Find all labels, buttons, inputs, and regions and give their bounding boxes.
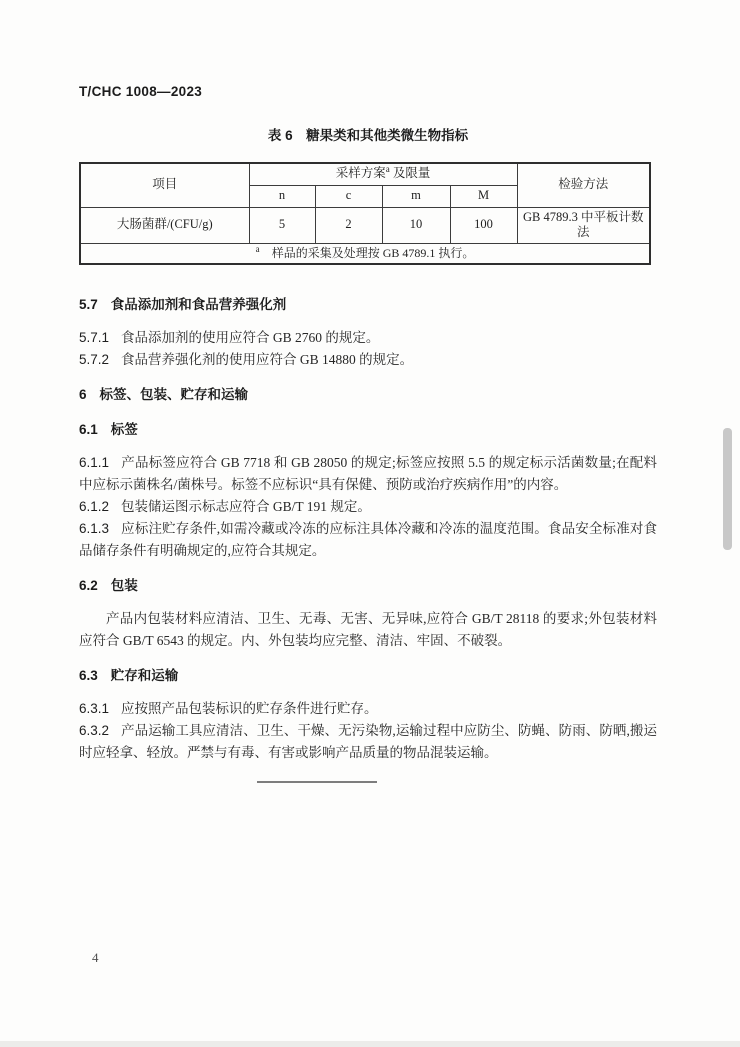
cell-m: 10 <box>382 207 450 243</box>
sampling-label-suffix: 及限量 <box>389 166 431 181</box>
clause-number: 6.1.3 <box>79 520 110 536</box>
doc-code: T/CHC 1008—2023 <box>79 84 203 99</box>
document-body <box>79 294 657 783</box>
clause-6-2-body: 产品内包装材料应清洁、卫生、无毒、无害、无异味,应符合 GB/T 28118 的要求;外包装材料应符合 GB/T 6543 的规定。内、外包装均应完整、清洁、牢固、不破裂。 <box>79 610 657 648</box>
clause-6-1-2 <box>79 496 657 518</box>
clause-6-1-1 <box>79 452 657 496</box>
cell-n: 5 <box>249 207 315 243</box>
clause-6-3-1 <box>79 698 657 720</box>
microbial-limits-table <box>79 162 651 265</box>
clause-number: 5.7.1 <box>79 329 110 345</box>
col-header-sampling <box>249 163 517 185</box>
clause-number: 5.7.2 <box>79 351 110 367</box>
heading-title: 贮存和运输 <box>110 667 179 683</box>
heading-title: 标签 <box>110 421 138 437</box>
col-header-item: 项目 <box>80 163 249 207</box>
heading-number: 6.2 <box>79 577 98 593</box>
heading-title: 标签、包装、贮存和运输 <box>99 386 249 402</box>
subcol-m: m <box>382 185 450 207</box>
heading-6-1 <box>79 419 657 441</box>
clause-number: 6.3.1 <box>79 700 110 716</box>
clause-5-7-1 <box>79 327 657 349</box>
cell-item: 大肠菌群/(CFU/g) <box>80 207 249 243</box>
cell-method: GB 4789.3 中平板计数法 <box>517 207 650 243</box>
clause-text: 产品标签应符合 GB 7718 和 GB 28050 的规定;标签应按照 5.5 的规定标示活菌数量;在配料中应标示菌株名/菌株号。标签不应标识“具有保健、预防或治疗疾病作用”的内容。 <box>79 454 657 492</box>
clause-number: 6.3.2 <box>79 722 110 738</box>
col-header-method: 检验方法 <box>517 163 650 207</box>
subcol-n: n <box>249 185 315 207</box>
clause-text: 应按照产品包装标识的贮存条件进行贮存。 <box>121 700 378 716</box>
table-row <box>80 207 650 243</box>
cell-c: 2 <box>315 207 382 243</box>
heading-number: 6.1 <box>79 421 98 437</box>
heading-6-3 <box>79 665 657 687</box>
heading-6-2 <box>79 575 657 597</box>
heading-number: 6.3 <box>79 667 98 683</box>
clause-number: 6.1.2 <box>79 498 110 514</box>
heading-title: 包装 <box>110 577 138 593</box>
cell-M: 100 <box>450 207 517 243</box>
heading-number: 6 <box>79 386 87 402</box>
subcol-M: M <box>450 185 517 207</box>
table-title: 表 6 糖果类和其他类微生物指标 <box>267 128 469 143</box>
footnote-marker-sup: a <box>385 164 390 175</box>
scrollbar-thumb[interactable] <box>723 428 732 550</box>
page-number: 4 <box>92 950 99 965</box>
clause-text: 食品营养强化剂的使用应符合 GB 14880 的规定。 <box>121 351 414 367</box>
table-footnote <box>80 243 650 264</box>
end-of-text-divider <box>257 781 377 783</box>
subcol-c: c <box>315 185 382 207</box>
heading-title: 食品添加剂和食品营养强化剂 <box>110 296 287 312</box>
clause-6-3-2 <box>79 720 657 764</box>
clause-number: 6.1.1 <box>79 454 110 470</box>
sampling-label: 采样方案 <box>335 166 386 181</box>
clause-5-7-2 <box>79 349 657 371</box>
page-bottom-edge <box>0 1041 740 1047</box>
clause-text: 产品运输工具应清洁、卫生、干燥、无污染物,运输过程中应防尘、防蝇、防雨、防晒,搬运时应轻拿、轻放。严禁与有毒、有害或影响产品质量的物品混装运输。 <box>79 722 657 760</box>
clause-text: 包装储运图示标志应符合 GB/T 191 规定。 <box>121 498 371 514</box>
footnote-marker: a <box>255 243 260 254</box>
heading-5-7 <box>79 294 657 316</box>
heading-number: 5.7 <box>79 296 98 312</box>
footnote-text: 样品的采集及处理按 GB 4789.1 执行。 <box>271 245 475 260</box>
clause-text: 食品添加剂的使用应符合 GB 2760 的规定。 <box>121 329 380 345</box>
heading-6 <box>79 384 657 406</box>
clause-6-1-3 <box>79 518 657 562</box>
clause-text: 应标注贮存条件,如需冷藏或冷冻的应标注具体冷藏和冷冻的温度范围。食品安全标准对食品储存条件有明确规定的,应符合其规定。 <box>79 520 657 558</box>
